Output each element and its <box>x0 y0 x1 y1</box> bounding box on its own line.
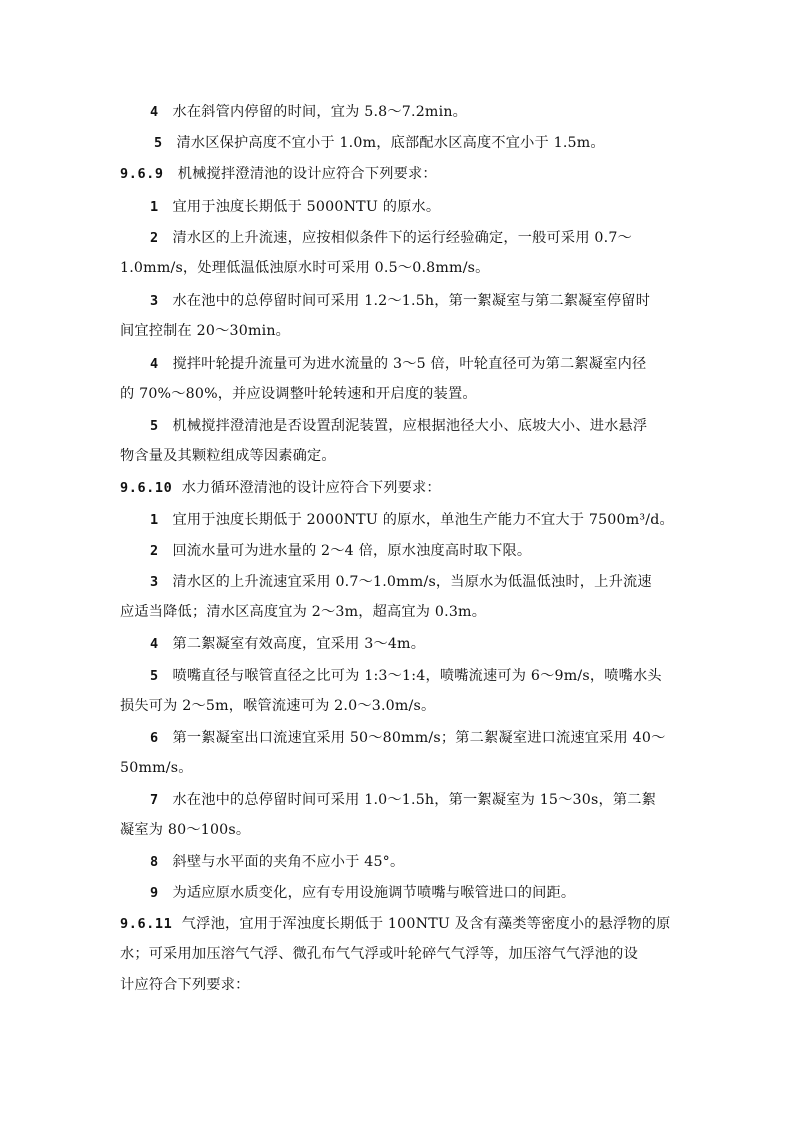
item-number: 4 <box>150 104 159 120</box>
item-number: 8 <box>150 854 159 870</box>
item-text: 水在池中的总停留时间可采用 1.0～1.5h，第一絮凝室为 15～30s，第二絮 <box>172 792 657 808</box>
list-item <box>150 666 680 686</box>
clause-text: 水；可采用加压溶气气浮、微孔布气气浮或叶轮碎气气浮等，加压溶气气浮池的设 <box>120 946 638 962</box>
list-item <box>150 102 680 122</box>
item-text: 物含量及其颗粒组成等因素确定。 <box>120 448 336 464</box>
item-text: 清水区的上升流速宜采用 0.7～1.0mm/s，当原水为低温低浊时，上升流速 <box>172 574 652 590</box>
clause-heading <box>120 914 680 934</box>
list-item-continuation <box>120 758 680 778</box>
clause-text: 机械搅拌澄清池的设计应符合下列要求： <box>177 166 437 182</box>
list-item <box>150 790 680 810</box>
list-item-continuation <box>120 696 680 716</box>
item-number: 2 <box>150 230 159 246</box>
item-number: 1 <box>150 199 159 215</box>
clause-heading <box>120 164 680 184</box>
list-item <box>150 510 680 530</box>
item-text: 清水区保护高度不宜小于 1.0m，底部配水区高度不宜小于 1.5m。 <box>176 135 605 151</box>
item-text: 搅拌叶轮提升流量可为进水流量的 3～5 倍，叶轮直径可为第二絮凝室内径 <box>172 356 647 372</box>
list-item-continuation <box>120 384 680 404</box>
list-item <box>150 852 680 872</box>
item-text: 回流水量可为进水量的 2～4 倍，原水浊度高时取下限。 <box>172 543 532 559</box>
item-number: 4 <box>150 636 159 652</box>
item-number: 9 <box>150 885 159 901</box>
item-text: 机械搅拌澄清池是否设置刮泥装置，应根据池径大小、底坡大小、进水悬浮 <box>172 418 648 434</box>
item-text: 间宜控制在 20～30min。 <box>120 323 291 339</box>
clause-continuation <box>120 975 680 995</box>
item-text: 斜壁与水平面的夹角不应小于 45°。 <box>172 854 405 870</box>
clause-number: 9.6.9 <box>120 166 164 182</box>
list-item <box>150 197 680 217</box>
item-text: 损失可为 2～5m，喉管流速可为 2.0～3.0m/s。 <box>120 698 436 714</box>
list-item <box>150 883 680 903</box>
clause-heading <box>120 478 680 498</box>
item-text: 1.0mm/s，处理低温低浊原水时可采用 0.5～0.8mm/s。 <box>120 260 490 276</box>
item-number: 5 <box>150 668 159 684</box>
item-text: 凝室为 80～100s。 <box>120 822 251 838</box>
list-item-continuation <box>120 446 680 466</box>
clause-text: 水力循环澄清池的设计应符合下列要求： <box>181 480 441 496</box>
list-item <box>150 228 680 248</box>
item-number: 1 <box>150 512 159 528</box>
item-number: 3 <box>150 293 159 309</box>
list-item <box>150 291 680 311</box>
list-item <box>150 572 680 592</box>
list-item <box>154 133 680 153</box>
item-number: 7 <box>150 792 159 808</box>
item-text: 宜用于浊度长期低于 5000NTU 的原水。 <box>172 199 441 215</box>
item-text: 清水区的上升流速，应按相似条件下的运行经验确定，一般可采用 0.7～ <box>172 230 632 246</box>
list-item <box>150 541 680 561</box>
list-item-continuation <box>120 602 680 622</box>
list-item <box>150 354 680 374</box>
item-text: 第一絮凝室出口流速宜采用 50～80mm/s；第二絮凝室进口流速宜采用 40～ <box>172 730 666 746</box>
clause-number: 9.6.11 <box>120 916 173 932</box>
list-item <box>150 634 680 654</box>
item-text: 的 70%～80%，并应设调整叶轮转速和开启度的装置。 <box>120 386 477 402</box>
item-text: 第二絮凝室有效高度，宜采用 3～4m。 <box>172 636 426 652</box>
clause-text: 气浮池，宜用于浑浊度长期低于 100NTU 及含有藻类等密度小的悬浮物的原 <box>181 916 671 932</box>
list-item-continuation <box>120 258 680 278</box>
item-number: 4 <box>150 356 159 372</box>
item-text: 喷嘴直径与喉管直径之比可为 1:3～1:4，喷嘴流速可为 6～9m/s，喷嘴水头 <box>172 668 662 684</box>
list-item <box>150 728 680 748</box>
item-number: 6 <box>150 730 159 746</box>
list-item <box>150 416 680 436</box>
clause-number: 9.6.10 <box>120 480 173 496</box>
item-text: 水在池中的总停留时间可采用 1.2～1.5h，第一絮凝室与第二絮凝室停留时 <box>172 293 651 309</box>
list-item-continuation <box>120 820 680 840</box>
item-number: 5 <box>154 135 163 151</box>
item-text: 50mm/s。 <box>120 760 193 776</box>
item-text: 宜用于浊度长期低于 2000NTU 的原水，单池生产能力不宜大于 7500m³/d。 <box>172 512 674 528</box>
item-text: 为适应原水质变化，应有专用设施调节喷嘴与喉管进口的间距。 <box>172 885 576 901</box>
item-text: 应适当降低；清水区高度宜为 2～3m，超高宜为 0.3m。 <box>120 604 487 620</box>
item-number: 5 <box>150 418 159 434</box>
item-text: 水在斜管内停留的时间，宜为 5.8～7.2min。 <box>172 104 468 120</box>
item-number: 2 <box>150 543 159 559</box>
clause-continuation <box>120 944 680 964</box>
item-number: 3 <box>150 574 159 590</box>
clause-text: 计应符合下列要求： <box>120 977 250 993</box>
list-item-continuation <box>120 321 680 341</box>
